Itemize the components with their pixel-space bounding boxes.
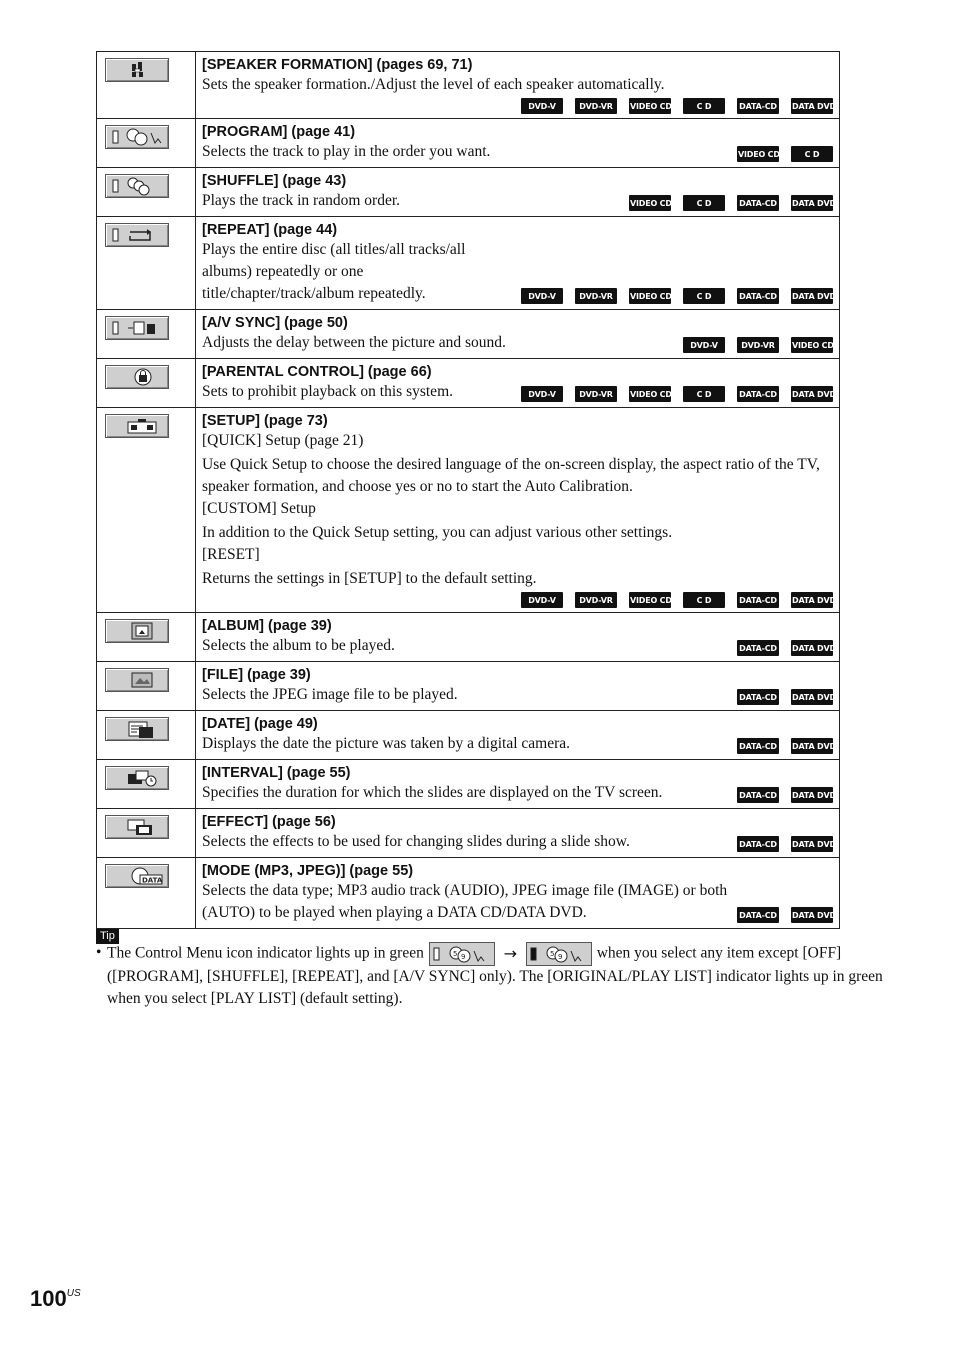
program-indicator-off-icon xyxy=(429,942,495,966)
table-row xyxy=(97,359,840,408)
disc-type-badges xyxy=(683,337,833,353)
icon-cell xyxy=(97,809,196,858)
item-title: [REPEAT] (page 44) xyxy=(202,222,338,238)
item-description xyxy=(202,190,400,212)
item-title: [SETUP] (page 73) xyxy=(202,413,328,429)
disc-type-badges xyxy=(202,592,836,608)
badge-dvd-v: DVD-V xyxy=(521,288,563,304)
description-row xyxy=(202,381,836,403)
description-row xyxy=(202,782,836,804)
badge-data-dvd: DATA DVD xyxy=(791,689,833,705)
item-description xyxy=(202,332,506,354)
page-number-suffix: US xyxy=(66,1288,81,1299)
item-description xyxy=(202,430,833,590)
badge-data-dvd: DATA DVD xyxy=(791,640,833,656)
badge-data-cd: DATA-CD xyxy=(737,98,779,114)
description-row xyxy=(202,332,833,354)
tip-text xyxy=(96,942,886,1010)
description-line: Returns the settings in [SETUP] to the default setting. xyxy=(202,570,537,587)
item-description xyxy=(202,141,490,163)
text-cell xyxy=(196,52,840,119)
icon-cell xyxy=(97,168,196,217)
icon-cell xyxy=(97,119,196,168)
page-number-value: 100 xyxy=(30,1286,67,1311)
badge-dvd-v: DVD-V xyxy=(521,386,563,402)
badge-data-cd: DATA-CD xyxy=(737,640,779,656)
badge-data-dvd: DATA DVD xyxy=(791,288,833,304)
svg-text:9: 9 xyxy=(460,953,466,961)
description-line: In addition to the Quick Setup setting, you can adjust various other settings. xyxy=(202,524,673,541)
tip-text-after: when you select any item except [OFF] ([PROGRAM], [SHUFFLE], [REPEAT], and [A/V SYNC] only). The [ORIGINAL/PLAY LIST] indicator lights up in green when you select [PLAY LIST] (default setting). xyxy=(107,944,883,1007)
badge-data-cd: DATA-CD xyxy=(737,195,779,211)
badge-dvd-vr: DVD-VR xyxy=(575,288,617,304)
item-title: [MODE (MP3, JPEG)] (page 55) xyxy=(202,863,414,879)
description-line: [RESET] xyxy=(202,546,260,563)
icon-cell xyxy=(97,613,196,662)
item-description xyxy=(202,831,630,853)
description-row xyxy=(202,684,836,706)
text-cell xyxy=(196,711,840,760)
description-line: Plays the entire disc (all titles/all tracks/all albums) repeatedly or one title/chapter/track/album repeatedly. xyxy=(202,241,466,302)
table-row xyxy=(97,711,840,760)
program-indicator-on-icon xyxy=(526,942,592,966)
table-row xyxy=(97,760,840,809)
description-line: [CUSTOM] Setup xyxy=(202,500,316,517)
badge-data-dvd: DATA DVD xyxy=(791,907,833,923)
badge-video-cd: VIDEO CD xyxy=(629,98,671,114)
description-row xyxy=(202,831,836,853)
badge-video-cd: VIDEO CD xyxy=(737,146,779,162)
badge-dvd-vr: DVD-VR xyxy=(575,98,617,114)
album-icon xyxy=(105,619,169,643)
disc-type-badges xyxy=(737,146,833,162)
icon-cell xyxy=(97,359,196,408)
arrow-right-icon: → xyxy=(503,944,517,963)
badge-dvd-vr: DVD-VR xyxy=(737,337,779,353)
badge-video-cd: VIDEO CD xyxy=(629,592,671,608)
disc-type-badges xyxy=(521,288,836,304)
badge-dvd-vr: DVD-VR xyxy=(575,592,617,608)
badge-dvd-vr: DVD-VR xyxy=(575,386,617,402)
badge-data-cd: DATA-CD xyxy=(737,836,779,852)
disc-type-badges xyxy=(521,386,836,402)
badge-data-dvd: DATA DVD xyxy=(791,738,833,754)
badge-c-d: C D xyxy=(683,592,725,608)
icon-cell xyxy=(97,858,196,929)
item-title: [DATE] (page 49) xyxy=(202,716,318,732)
description-line: Selects the effects to be used for changing slides during a slide show. xyxy=(202,833,630,850)
table-row xyxy=(97,858,840,929)
shuffle-icon xyxy=(105,174,169,198)
icon-cell xyxy=(97,662,196,711)
text-cell xyxy=(196,119,840,168)
description-line: Selects the data type; MP3 audio track (AUDIO), JPEG image file (IMAGE) or both (AUTO) to be played when playing a DATA CD/DATA DVD. xyxy=(202,882,728,921)
table-row xyxy=(97,809,840,858)
item-description xyxy=(202,733,570,755)
text-cell xyxy=(196,809,840,858)
item-title: [A/V SYNC] (page 50) xyxy=(202,315,348,331)
badge-c-d: C D xyxy=(683,288,725,304)
badge-video-cd: VIDEO CD xyxy=(791,337,833,353)
badge-data-cd: DATA-CD xyxy=(737,689,779,705)
item-description xyxy=(202,880,729,924)
badge-c-d: C D xyxy=(683,386,725,402)
parental-control-icon xyxy=(105,365,169,389)
text-cell xyxy=(196,613,840,662)
mode-data-icon xyxy=(105,864,169,888)
item-title: [PROGRAM] (page 41) xyxy=(202,124,356,140)
text-cell xyxy=(196,408,840,613)
description-row xyxy=(202,733,836,755)
item-title: [PARENTAL CONTROL] (page 66) xyxy=(202,364,432,380)
disc-type-badges xyxy=(629,195,836,211)
description-line: Selects the JPEG image file to be played. xyxy=(202,686,458,703)
table-row xyxy=(97,52,840,119)
badge-dvd-v: DVD-V xyxy=(683,337,725,353)
description-row xyxy=(202,190,836,212)
description-row xyxy=(202,239,836,305)
program-icon xyxy=(105,125,169,149)
table-row xyxy=(97,119,840,168)
tip-label: Tip xyxy=(96,929,119,944)
table-row xyxy=(97,310,840,359)
badge-data-cd: DATA-CD xyxy=(737,787,779,803)
table-row xyxy=(97,217,840,310)
badge-data-cd: DATA-CD xyxy=(737,386,779,402)
tip-bullet: • xyxy=(96,944,102,961)
svg-text:DATA: DATA xyxy=(142,876,163,885)
disc-type-badges xyxy=(737,738,836,754)
control-menu-table xyxy=(96,51,840,929)
text-cell xyxy=(196,359,840,408)
item-description xyxy=(202,74,833,96)
speaker-formation-icon xyxy=(105,58,169,82)
icon-cell xyxy=(97,711,196,760)
badge-data-dvd: DATA DVD xyxy=(791,386,833,402)
file-icon xyxy=(105,668,169,692)
table-row xyxy=(97,662,840,711)
item-description xyxy=(202,684,458,706)
interval-icon xyxy=(105,766,169,790)
description-line: Sets to prohibit playback on this system. xyxy=(202,383,453,400)
item-title: [EFFECT] (page 56) xyxy=(202,814,336,830)
description-line: Selects the track to play in the order you want. xyxy=(202,143,491,160)
repeat-icon xyxy=(105,223,169,247)
badge-data-dvd: DATA DVD xyxy=(791,98,833,114)
disc-type-badges xyxy=(202,98,836,114)
badge-c-d: C D xyxy=(683,195,725,211)
svg-text:5: 5 xyxy=(549,950,555,958)
item-title: [INTERVAL] (page 55) xyxy=(202,765,351,781)
item-title: [SHUFFLE] (page 43) xyxy=(202,173,347,189)
badge-data-dvd: DATA DVD xyxy=(791,836,833,852)
description-line: Use Quick Setup to choose the desired language of the on-screen display, the aspect ratio of the TV, speaker formation, and choose yes or no to start the Auto Calibration. xyxy=(202,456,820,495)
description-line: Specifies the duration for which the slides are displayed on the TV screen. xyxy=(202,784,663,801)
icon-cell xyxy=(97,217,196,310)
item-description xyxy=(202,239,513,305)
table-row xyxy=(97,613,840,662)
description-line: Adjusts the delay between the picture and sound. xyxy=(202,334,506,351)
description-line: [QUICK] Setup (page 21) xyxy=(202,432,364,449)
badge-data-dvd: DATA DVD xyxy=(791,592,833,608)
svg-text:5: 5 xyxy=(452,950,458,958)
effect-icon xyxy=(105,815,169,839)
table-row xyxy=(97,408,840,613)
description-line: Sets the speaker formation./Adjust the level of each speaker automatically. xyxy=(202,76,665,93)
icon-cell xyxy=(97,310,196,359)
item-description xyxy=(202,381,453,403)
item-title: [ALBUM] (page 39) xyxy=(202,618,332,634)
description-line: Selects the album to be played. xyxy=(202,637,395,654)
text-cell xyxy=(196,310,840,359)
av-sync-icon xyxy=(105,316,169,340)
description-line: Displays the date the picture was taken by a digital camera. xyxy=(202,735,570,752)
description-line: Plays the track in random order. xyxy=(202,192,401,209)
disc-type-badges xyxy=(737,907,836,923)
badge-data-dvd: DATA DVD xyxy=(791,195,833,211)
item-description xyxy=(202,782,662,804)
date-icon xyxy=(105,717,169,741)
badge-data-cd: DATA-CD xyxy=(737,288,779,304)
setup-icon xyxy=(105,414,169,438)
badge-data-cd: DATA-CD xyxy=(737,592,779,608)
text-cell xyxy=(196,662,840,711)
icon-cell xyxy=(97,760,196,809)
disc-type-badges xyxy=(737,787,836,803)
item-title: [FILE] (page 39) xyxy=(202,667,311,683)
badge-video-cd: VIDEO CD xyxy=(629,386,671,402)
badge-c-d: C D xyxy=(791,146,833,162)
text-cell xyxy=(196,168,840,217)
description-row xyxy=(202,141,833,163)
disc-type-badges xyxy=(737,689,836,705)
description-row xyxy=(202,635,836,657)
icon-cell xyxy=(97,52,196,119)
badge-data-cd: DATA-CD xyxy=(737,907,779,923)
disc-type-badges xyxy=(737,836,836,852)
item-title: [SPEAKER FORMATION] (pages 69, 71) xyxy=(202,57,473,73)
page-number xyxy=(30,1286,81,1312)
item-description xyxy=(202,635,395,657)
disc-type-badges xyxy=(737,640,836,656)
text-cell xyxy=(196,760,840,809)
tip-text-before: The Control Menu icon indicator lights up in green xyxy=(107,944,424,962)
badge-video-cd: VIDEO CD xyxy=(629,195,671,211)
text-cell xyxy=(196,858,840,929)
table-row xyxy=(97,168,840,217)
badge-data-cd: DATA-CD xyxy=(737,738,779,754)
badge-data-dvd: DATA DVD xyxy=(791,787,833,803)
badge-dvd-v: DVD-V xyxy=(521,98,563,114)
svg-text:9: 9 xyxy=(557,953,563,961)
description-row xyxy=(202,880,836,924)
badge-dvd-v: DVD-V xyxy=(521,592,563,608)
badge-c-d: C D xyxy=(683,98,725,114)
badge-video-cd: VIDEO CD xyxy=(629,288,671,304)
control-menu-rows xyxy=(97,52,840,929)
text-cell xyxy=(196,217,840,310)
icon-cell xyxy=(97,408,196,613)
